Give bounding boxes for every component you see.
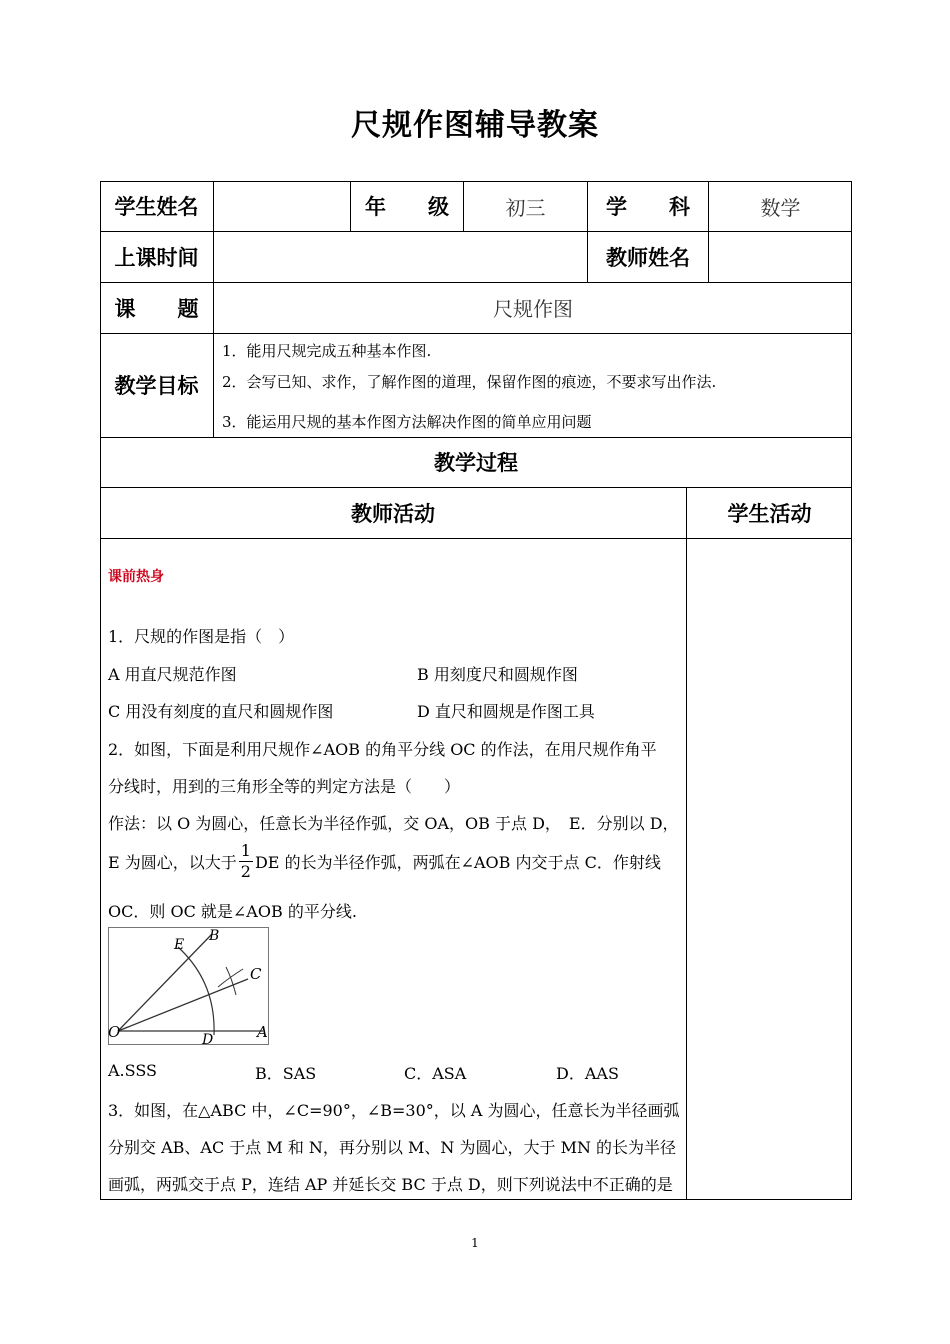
q1-option-a: A 用直尺规范作图	[108, 665, 237, 684]
class-time-value[interactable]	[214, 231, 587, 282]
label-a: A	[257, 1023, 268, 1041]
q1-option-c: C 用没有刻度的直尺和圆规作图	[108, 702, 334, 721]
goals-label: 教学目标	[114, 374, 199, 398]
label-d: D	[202, 1032, 214, 1045]
q2-text-pre: E 为圆心，以大于	[108, 853, 237, 872]
question-3-line: 3．如图，在△ABC 中，∠C=90°，∠B=30°，以 A 为圆心，任意长为半径画弧	[108, 1101, 680, 1120]
subject-value: 数学	[760, 195, 801, 220]
angle-bisector-figure	[108, 927, 269, 1045]
process-heading: 教学过程	[434, 451, 518, 475]
goal-item: 3．能运用尺规的基本作图方法解决作图的简单应用问题	[222, 413, 592, 431]
q1-option-d: D 直尺和圆规是作图工具	[417, 702, 595, 721]
grade-label: 年 级	[365, 195, 449, 219]
label-o: O	[108, 1023, 121, 1041]
question-2-line: 2．如图，下面是利用尺规作∠AOB 的角平分线 OC 的作法，在用尺规作角平	[108, 740, 657, 759]
teacher-name-label: 教师姓名	[606, 245, 690, 270]
q2-option-d: D．AAS	[556, 1064, 619, 1083]
q1-option-b: B 用刻度尺和圆规作图	[417, 665, 578, 684]
question-2-line: 作法：以 O 为圆心，任意长为半径作弧，交 OA，OB 于点 D， E．分别以 D，	[108, 814, 679, 833]
q2-text-post: DE 的长为半径作弧，两弧在∠AOB 内交于点 C．作射线	[254, 853, 661, 872]
class-time-label: 上课时间	[114, 245, 199, 270]
student-activity-heading: 学生活动	[727, 501, 812, 526]
topic-label: 课 题	[114, 296, 199, 321]
label-e: E	[174, 937, 185, 953]
page-number: 1	[471, 1236, 479, 1250]
fraction-one-half	[239, 843, 253, 880]
q2-option-c: C．ASA	[404, 1064, 467, 1083]
question-2-line: OC．则 OC 就是∠AOB 的平分线.	[108, 902, 357, 921]
teacher-activity-heading: 教师活动	[351, 501, 435, 526]
q2-option-a: A.SSS	[108, 1061, 157, 1080]
topic-value: 尺规作图	[493, 297, 573, 321]
question-2-line: 分线时，用到的三角形全等的判定方法是（ ）	[108, 777, 461, 796]
label-c: C	[250, 965, 262, 983]
goal-item: 2．会写已知、求作，了解作图的道理，保留作图的痕迹，不要求写出作法.	[222, 373, 717, 391]
q2-option-b: B．SAS	[255, 1064, 317, 1083]
subject-label: 学 科	[606, 195, 690, 219]
question-3-line: 画弧，两弧交于点 P，连结 AP 并延长交 BC 于点 D，则下列说法中不正确的是	[108, 1175, 673, 1194]
warmup-heading: 课前热身	[108, 569, 164, 585]
question-1: 1．尺规的作图是指（ ）	[108, 627, 295, 646]
teacher-name-value[interactable]	[709, 231, 852, 282]
label-b: B	[209, 928, 220, 944]
student-name-label: 学生姓名	[114, 195, 199, 219]
goal-item: 1．能用尺规完成五种基本作图.	[222, 342, 432, 360]
page-title: 尺规作图辅导教案	[351, 108, 599, 143]
student-name-value[interactable]	[214, 181, 350, 231]
row-divider	[100, 538, 852, 539]
col-divider	[686, 487, 687, 1200]
fraction-numerator: 1	[240, 841, 251, 860]
grade-value: 初三	[505, 195, 546, 220]
fraction-denominator: 2	[240, 862, 251, 881]
question-2-line	[108, 843, 661, 880]
question-3-line: 分别交 AB、AC 于点 M 和 N，再分别以 M、N 为圆心，大于 MN 的长为半径	[108, 1138, 677, 1157]
